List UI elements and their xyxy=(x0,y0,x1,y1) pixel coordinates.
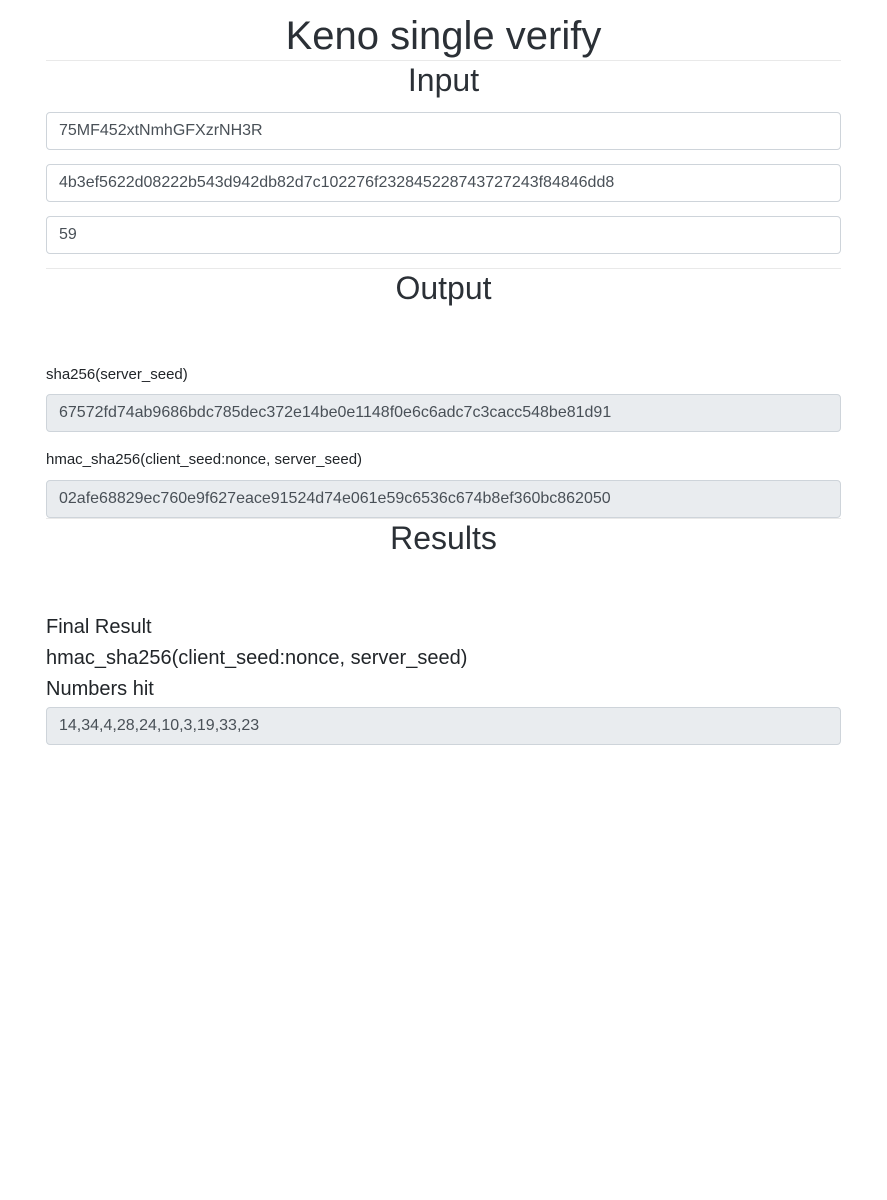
input-section-heading: Input xyxy=(407,62,480,98)
input-section xyxy=(46,61,841,254)
final-result-label: Final Result xyxy=(46,616,152,639)
numbers-hit-output[interactable] xyxy=(46,707,841,745)
sha256-server-seed-label: sha256(server_seed) xyxy=(46,365,188,383)
results-section-heading: Results xyxy=(390,519,497,556)
output-section-heading: Output xyxy=(395,270,492,307)
results-description xyxy=(46,612,841,705)
nonce-input[interactable] xyxy=(46,216,841,254)
page-title: Keno single verify xyxy=(285,14,602,58)
results-section xyxy=(46,519,841,745)
client-seed-input[interactable] xyxy=(46,112,841,150)
sha256-server-seed-output[interactable] xyxy=(46,394,841,432)
hmac-sha256-label: hmac_sha256(client_seed:nonce, server_seed) xyxy=(46,451,363,469)
numbers-hit-label: Numbers hit xyxy=(46,678,154,701)
hmac-sha256-output[interactable] xyxy=(46,480,841,518)
final-result-formula: hmac_sha256(client_seed:nonce, server_seed) xyxy=(46,647,468,670)
content-container xyxy=(0,12,887,745)
output-section xyxy=(46,269,841,517)
input-fields-group xyxy=(46,112,841,254)
server-seed-input[interactable] xyxy=(46,164,841,202)
